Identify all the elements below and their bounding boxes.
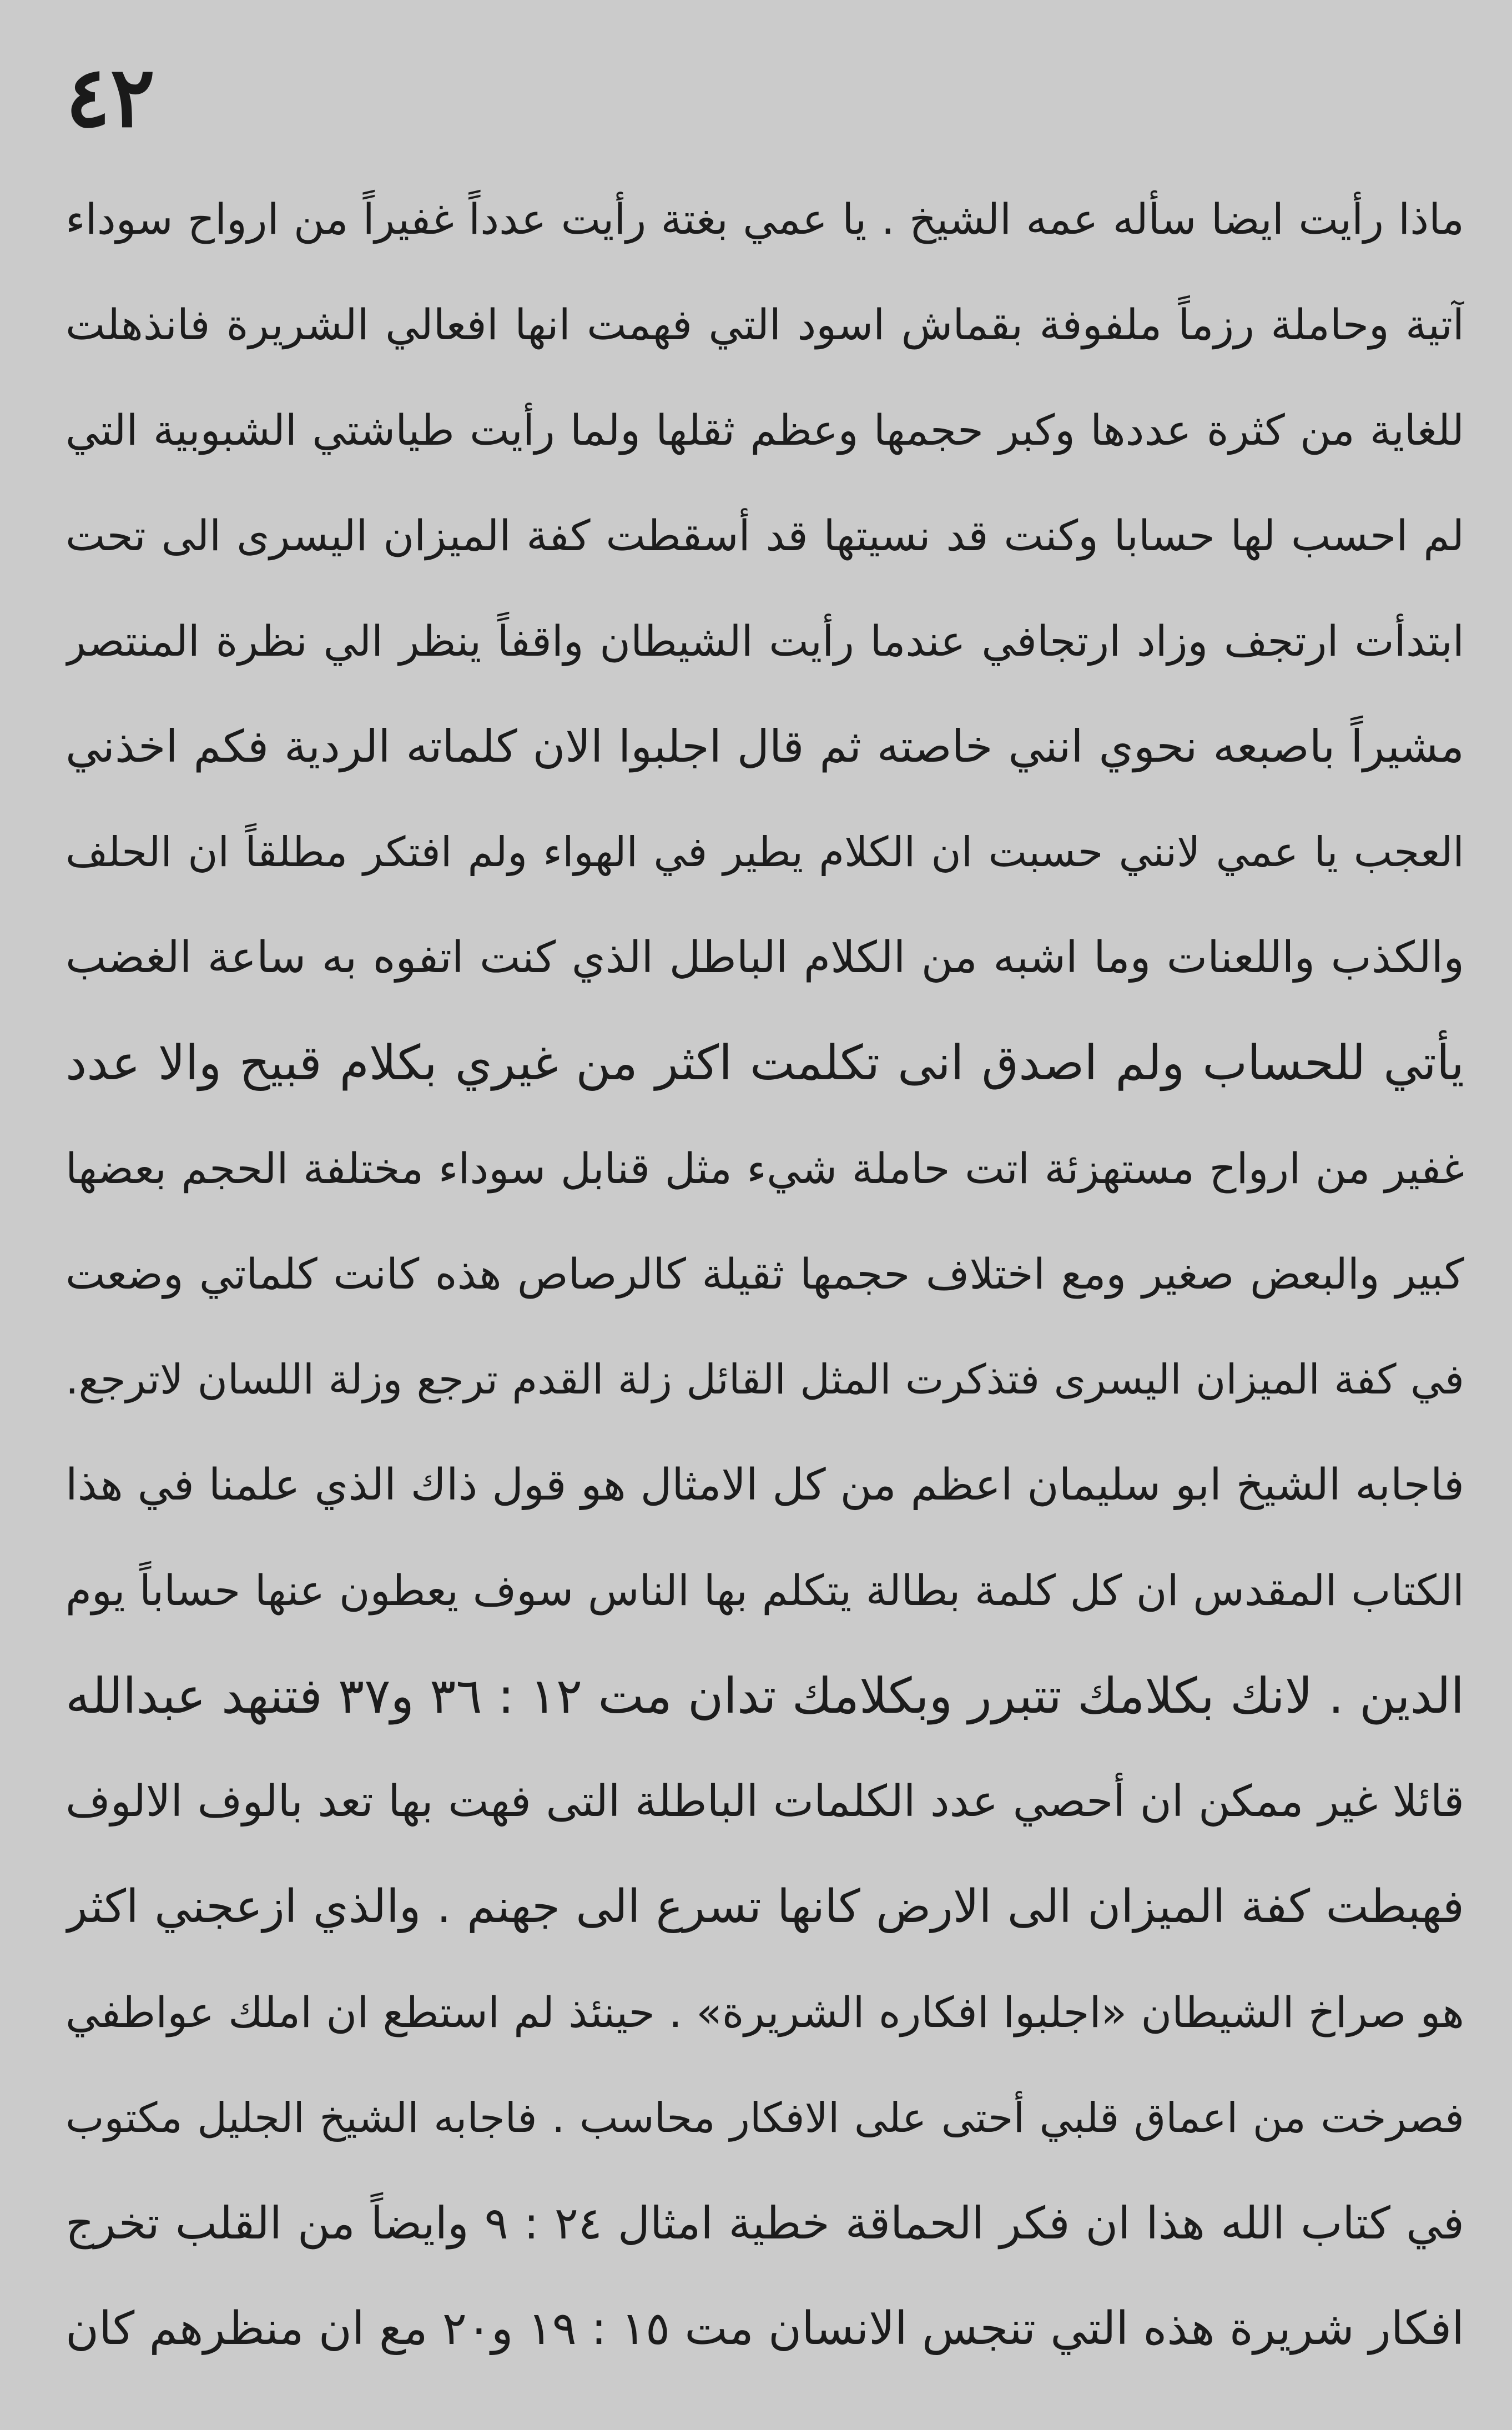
text-line: فصرخت من اعماق قلبي أحتى على الافكار محاسب . فاجابه الشيخ الجليل مكتوب xyxy=(65,2094,1464,2142)
text-line: في كتاب الله هذا ان فكر الحماقة خطية امثال ٢٤ : ٩ وايضاً من القلب تخرج xyxy=(65,2197,1464,2249)
text-line: غفير من ارواح مستهزئة اتت حاملة شيء مثل قنابل سوداء مختلفة الحجم بعضها xyxy=(65,1144,1464,1193)
body-text xyxy=(65,167,1464,2382)
text-line: آتية وحاملة رزماً ملفوفة بقماش اسود التي فهمت انها افعالي الشريرة فانذهلت xyxy=(65,300,1464,349)
text-line: للغاية من كثرة عددها وكبر حجمها وعظم ثقلها ولما رأيت طياشتي الشبوبية التي xyxy=(65,405,1464,455)
text-line: في كفة الميزان اليسرى فتذكرت المثل القائل زلة القدم ترجع وزلة اللسان لاترجع. xyxy=(65,1356,1464,1403)
text-line: كبير والبعض صغير ومع اختلاف حجمها ثقيلة كالرصاص هذه كانت كلماتي وضعت xyxy=(65,1249,1464,1299)
text-line: يأتي للحساب ولم اصدق انى تكلمت اكثر من غيري بكلام قبيح والا عدد xyxy=(65,1035,1464,1091)
text-line: قائلا غير ممكن ان أحصي عدد الكلمات الباطلة التى فهت بها تعد بالوف الالوف xyxy=(65,1777,1464,1827)
text-line: فاجابه الشيخ ابو سليمان اعظم من كل الامثال هو قول ذاك الذي علمنا في هذا xyxy=(65,1460,1464,1510)
text-line: ابتدأت ارتجف وزاد ارتجافي عندما رأيت الشيطان واقفاً ينظر الي نظرة المنتصر xyxy=(65,616,1464,666)
text-line: افكار شريرة هذه التي تنجس الانسان مت ١٥ : ١٩ و٢٠ مع ان منظرهم كان xyxy=(65,2302,1464,2355)
text-line: لم احسب لها حسابا وكنت قد نسيتها قد أسقطت كفة الميزان اليسرى الى تحت xyxy=(65,511,1464,560)
text-line: والكذب واللعنات وما اشبه من الكلام الباطل الذي كنت اتفوه به ساعة الغضب xyxy=(65,933,1464,983)
text-line: العجب يا عمي لانني حسبت ان الكلام يطير في الهواء ولم افتكر مطلقاً ان الحلف xyxy=(65,828,1464,876)
text-line: فهبطت كفة الميزان الى الارض كانها تسرع الى جهنم . والذي ازعجني اكثر xyxy=(65,1880,1464,1933)
text-line: هو صراخ الشيطان «اجلبوا افكاره الشريرة» . حينئذ لم استطع ان املك عواطفي xyxy=(65,1988,1464,2037)
text-line: مشيراً باصبعه نحوي انني خاصته ثم قال اجلبوا الان كلماته الردية فكم اخذني xyxy=(65,721,1464,772)
page-number: ٤٢ xyxy=(65,48,155,146)
text-line: الدين . لانك بكلامك تتبرر وبكلامك تدان مت ١٢ : ٣٦ و٣٧ فتنهد عبدالله xyxy=(65,1667,1464,1724)
text-line: الكتاب المقدس ان كل كلمة بطالة يتكلم بها الناس سوف يعطون عنها حساباً يوم xyxy=(65,1566,1464,1615)
text-line: ماذا رأيت ايضا سأله عمه الشيخ . يا عمي بغتة رأيت عدداً غفيراً من ارواح سوداء xyxy=(65,194,1464,244)
